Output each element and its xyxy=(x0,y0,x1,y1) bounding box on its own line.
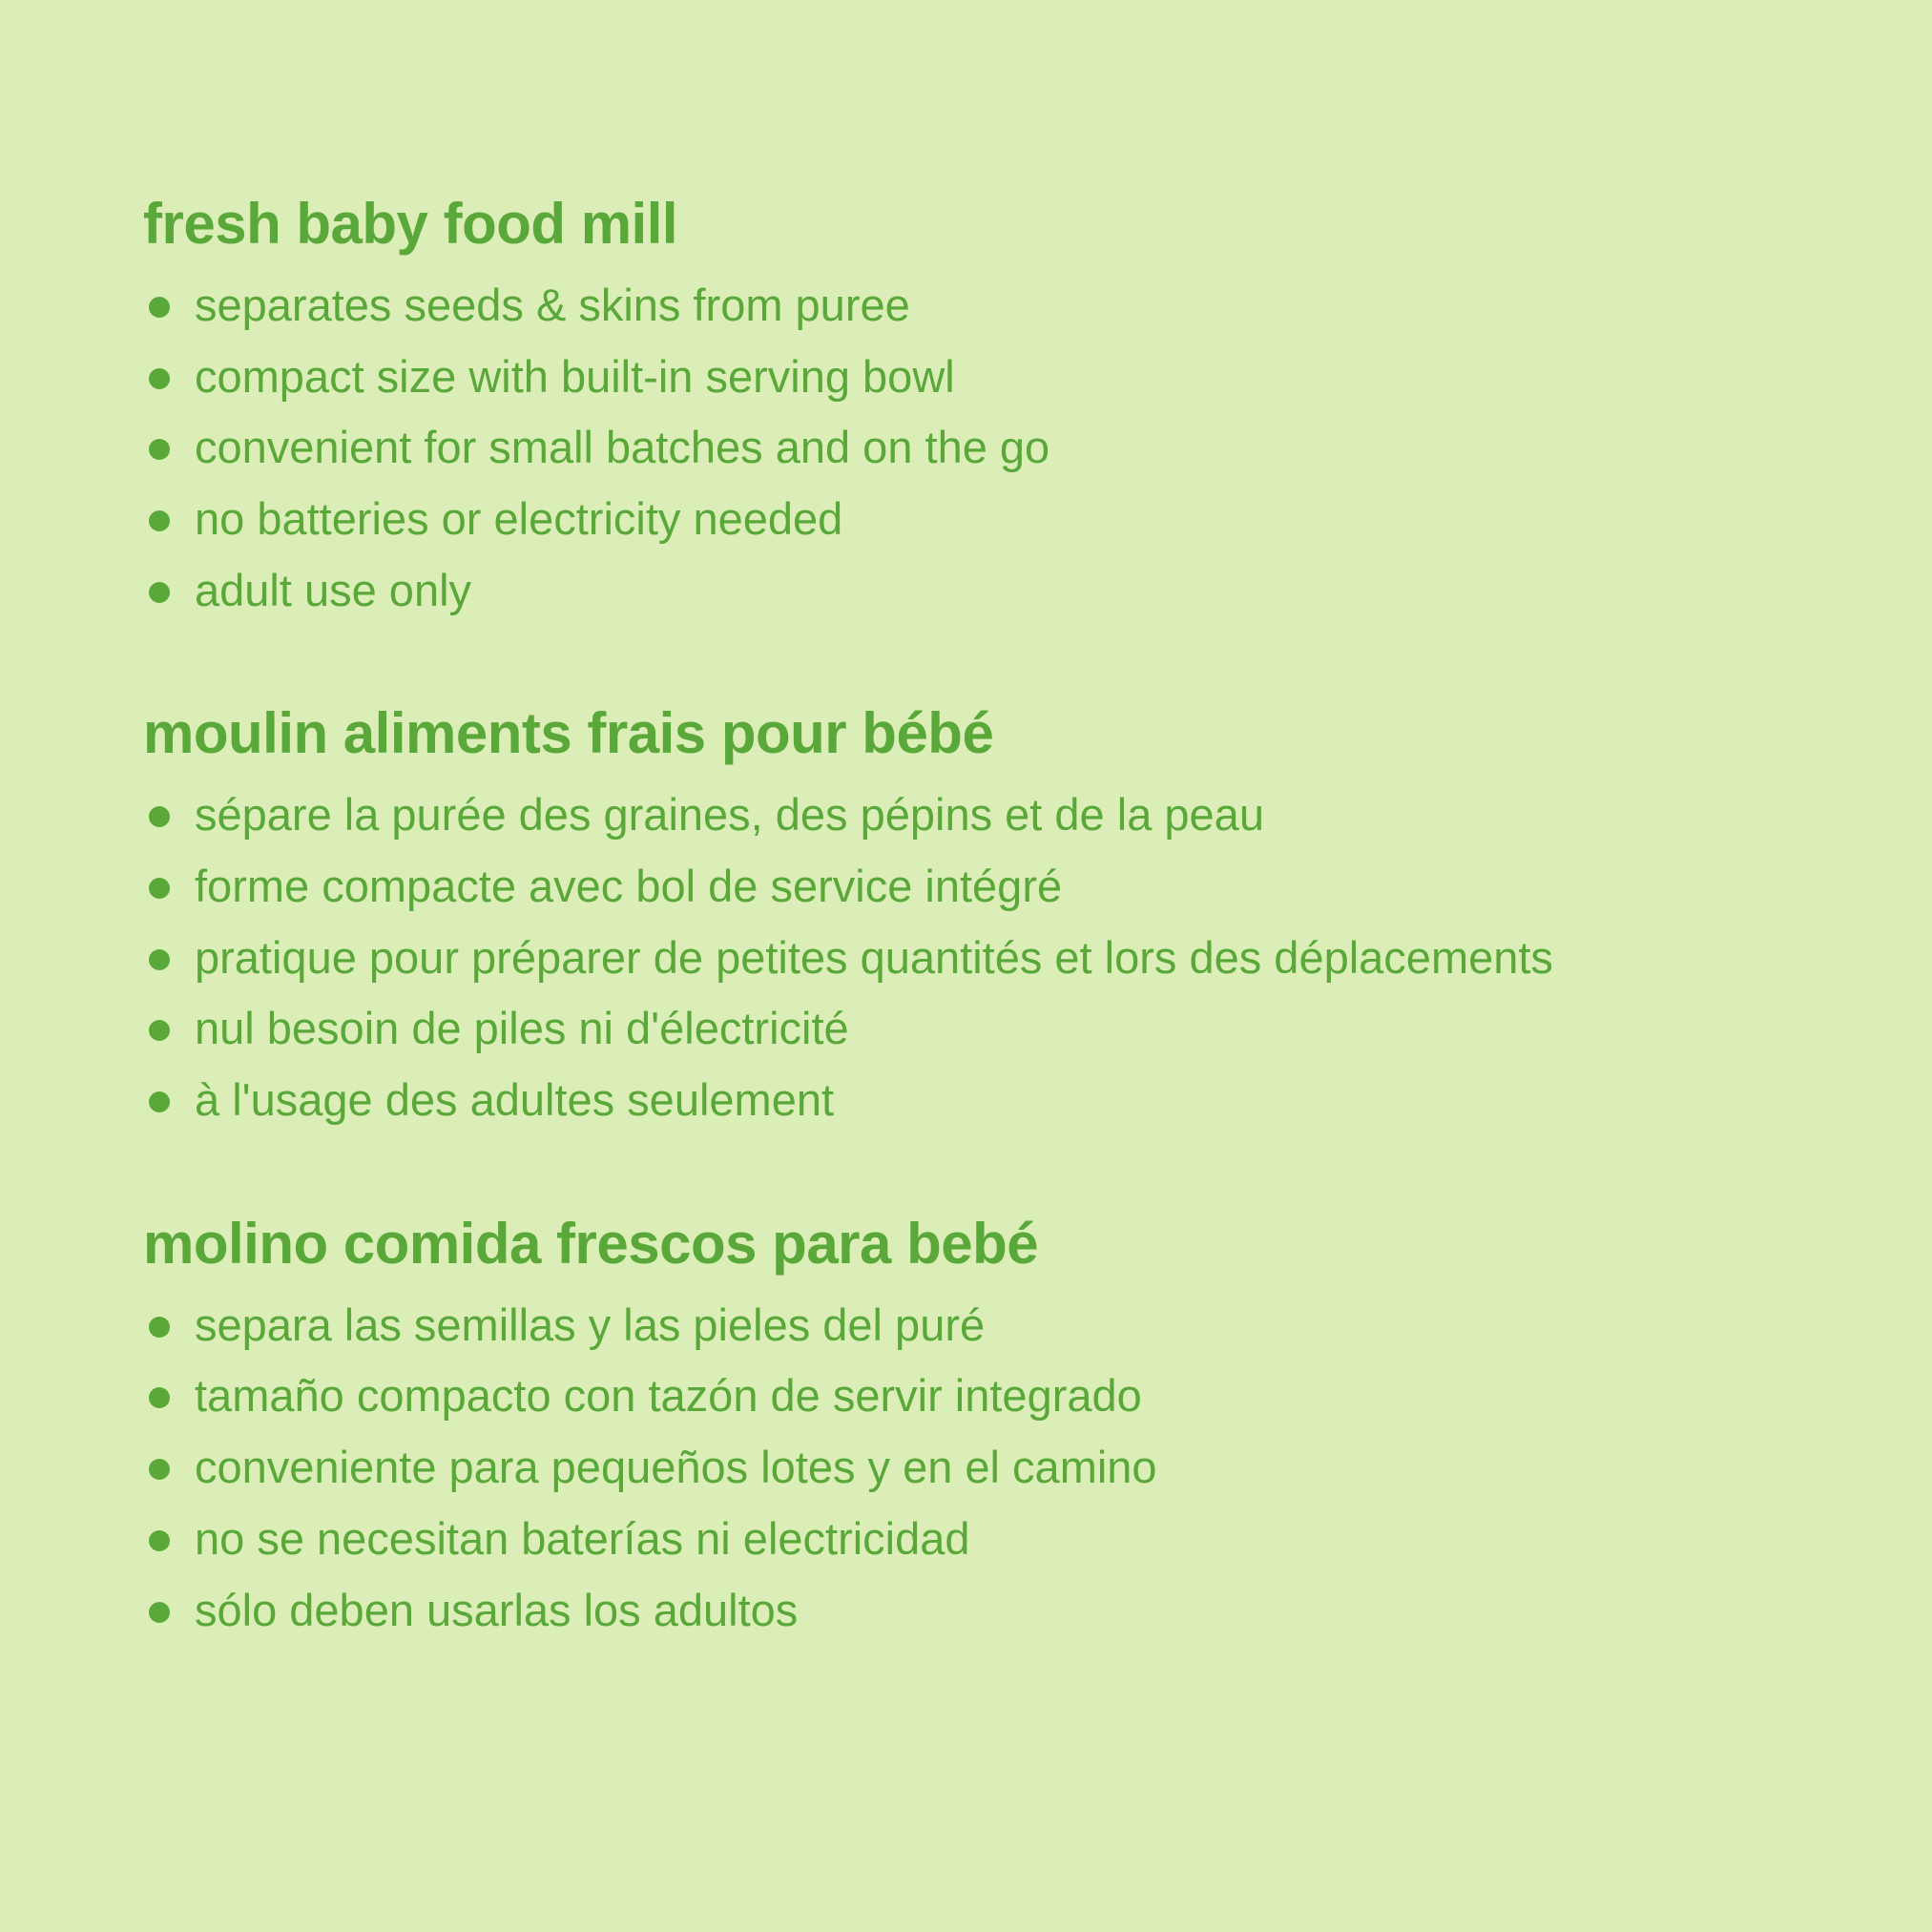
list-item xyxy=(143,1065,1789,1136)
list-item xyxy=(143,1432,1789,1504)
bullet-dot-icon xyxy=(149,1020,170,1041)
list-item xyxy=(143,555,1789,627)
bullet-dot-icon xyxy=(149,1459,170,1480)
list-item xyxy=(143,1504,1789,1575)
list-item xyxy=(143,1290,1789,1361)
list-item-label: nul besoin de piles ni d'électricité xyxy=(195,1003,849,1054)
list-item-label: no batteries or electricity needed xyxy=(195,493,843,544)
feature-list-french xyxy=(143,779,1789,1136)
section-french xyxy=(143,700,1789,1135)
list-item-label: pratique pour préparer de petites quantités et lors des déplacements xyxy=(195,931,1553,983)
section-english xyxy=(143,191,1789,626)
bullet-dot-icon xyxy=(149,1530,170,1551)
bullet-dot-icon xyxy=(149,297,170,318)
feature-list-spanish xyxy=(143,1290,1789,1647)
list-item xyxy=(143,923,1789,994)
list-item xyxy=(143,851,1789,923)
bullet-dot-icon xyxy=(149,1387,170,1408)
list-item-label: no se necesitan baterías ni electricidad xyxy=(195,1512,970,1564)
list-item-label: à l'usage des adultes seulement xyxy=(195,1074,835,1126)
list-item-label: sólo deben usarlas los adultos xyxy=(195,1584,799,1635)
list-item xyxy=(143,342,1789,413)
list-item-label: sépare la purée des graines, des pépins et de la peau xyxy=(195,789,1264,841)
list-item-label: conveniente para pequeños lotes y en el camino xyxy=(195,1442,1157,1493)
bullet-dot-icon xyxy=(149,368,170,389)
list-item-label: convenient for small batches and on the go xyxy=(195,422,1050,473)
list-item-label: forme compacte avec bol de service intégré xyxy=(195,861,1063,911)
bullet-dot-icon xyxy=(149,439,170,460)
bullet-dot-icon xyxy=(149,1317,170,1338)
list-item-label: separa las semillas y las pieles del puré xyxy=(195,1298,986,1350)
list-item-label: adult use only xyxy=(195,564,472,615)
section-title-english: fresh baby food mill xyxy=(143,192,678,256)
list-item xyxy=(143,779,1789,851)
list-item xyxy=(143,1575,1789,1647)
bullet-dot-icon xyxy=(149,878,170,899)
bullet-dot-icon xyxy=(149,510,170,531)
list-item xyxy=(143,993,1789,1065)
bullet-dot-icon xyxy=(149,949,170,970)
section-spanish xyxy=(143,1211,1789,1646)
bullet-dot-icon xyxy=(149,1091,170,1112)
feature-list-english xyxy=(143,270,1789,627)
list-item xyxy=(143,270,1789,342)
bullet-dot-icon xyxy=(149,1602,170,1623)
section-title-french: moulin aliments frais pour bébé xyxy=(143,701,994,766)
list-item-label: compact size with built-in serving bowl xyxy=(195,350,955,402)
list-item xyxy=(143,1361,1789,1432)
bullet-dot-icon xyxy=(149,806,170,827)
list-item xyxy=(143,412,1789,484)
list-item xyxy=(143,484,1789,555)
section-title-spanish: molino comida frescos para bebé xyxy=(143,1211,1039,1276)
list-item-label: separates seeds & skins from puree xyxy=(195,279,910,330)
bullet-dot-icon xyxy=(149,582,170,603)
list-item-label: tamaño compacto con tazón de servir integrado xyxy=(195,1370,1142,1422)
